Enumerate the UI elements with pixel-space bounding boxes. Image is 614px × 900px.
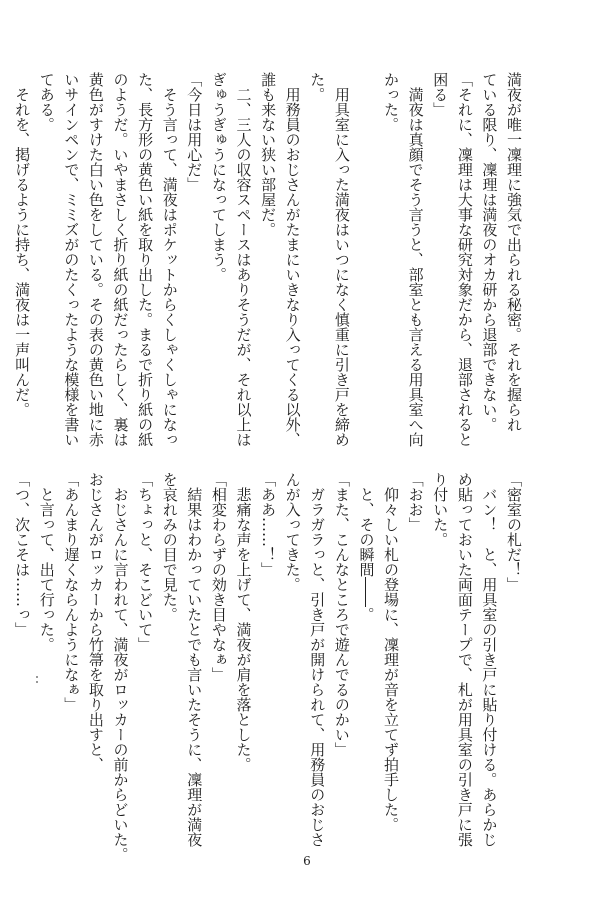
scan-speck (36, 676, 38, 678)
upper-text-block: 満夜が唯一凜理に強気で出られる秘密。それを握られ ている限り、凜理は満夜のオカ研から退部できない。 「それに、凜理は大事な研究対象だから、退部されると 困る」 満夜は真顔でそう言うと、部室とも言える用具室へ向 かった。 用具室に入った満夜はいつになく慎重に引き戸を締め た。 用務員のおじさんがたまにいきなり入ってくる以外、 誰も来ない狭い部屋だ。 二、三人の収容スペースはありそうだが、それ以上は ぎゅうぎゅうになってしまう。 「今日は用心だ」 そう言って、満夜はポケットからくしゃくしゃになっ た、長方形の黄色い紙を取り出した。まるで折り紙の紙 のようだ。いやまさしく折り紙の紙だったらしく、裏は 黄色がすけた白い色をしている。その表の黄色い地に赤 いサインペンで、ミミズがのたくったような模様を書い てある。 それを、掲げるように持ち、満夜は一声叫んだ。 (13, 72, 523, 447)
scan-speck (36, 681, 38, 683)
lower-text-block: 「密室の札だ！」 バン！ と、用具室の引き戸に貼り付ける。あらかじ め貼っておいた両面テープで、札が用具室の引き戸に張 り付いた。 「おお」 仰々しい札の登場に、凜理が音を立てず拍手した。 と、その瞬間――。 「また、こんなところで遊んでるのかい」 ガラガラっと、引き戸が開けられて、用務員のおじさ んが入ってきた。 「ああ……！」 悲痛な声を上げて、満夜が肩を落とした。 「相変わらずの効き目やなぁ」 結果はわかっていたとでも言いたそうに、凜理が満夜 を哀れみの目で見た。 「ちょっと、そこどいて」 おじさんに言われて、満夜がロッカーの前からどいた。 おじさんがロッカーから竹箒を取り出すと、 「あんまり遅くならんようになぁ」 と言って、出て行った。 「つ、次こそは……っ」 (13, 472, 523, 862)
page-number: 6 (303, 854, 311, 868)
